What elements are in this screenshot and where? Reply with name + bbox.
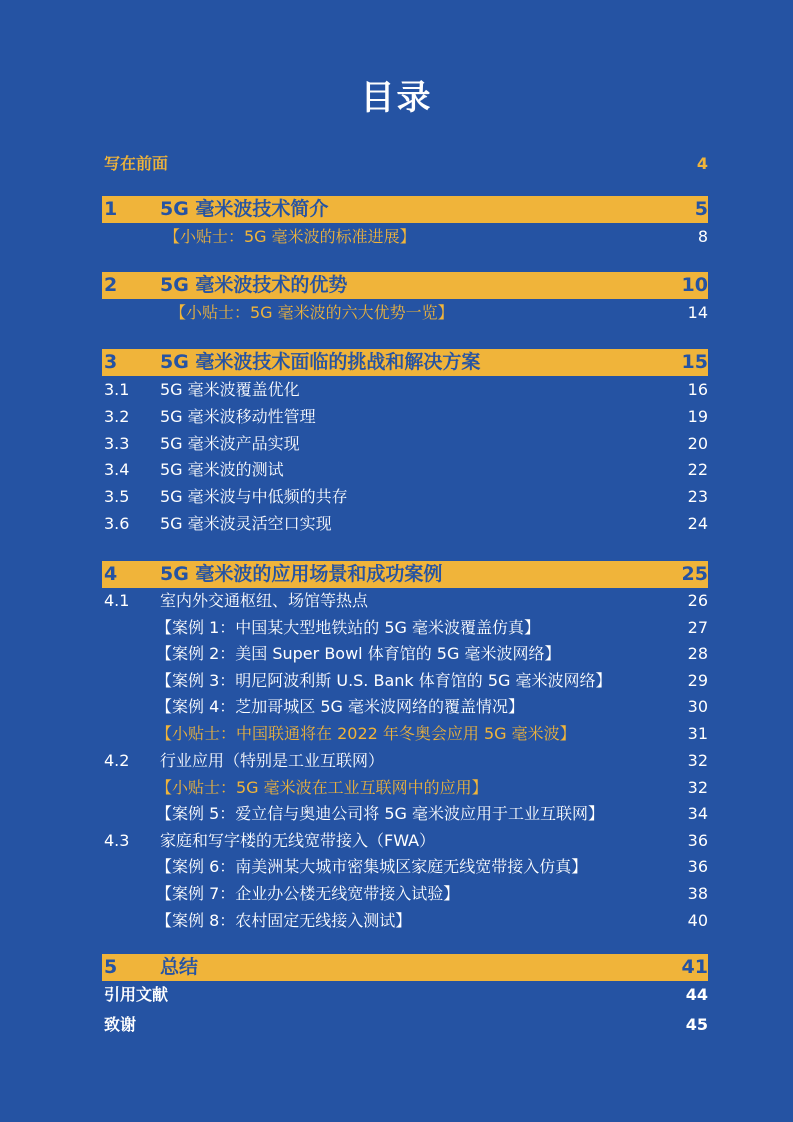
toc-page: 22 — [687, 460, 708, 479]
toc-chapter-4[interactable] — [102, 561, 708, 588]
toc-entry[interactable] — [102, 485, 708, 509]
toc-tip[interactable] — [102, 722, 708, 746]
toc-page: 40 — [687, 911, 708, 930]
toc-label: 【案例 5：爱立信与奥迪公司将 5G 毫米波应用于工业互联网】 — [156, 804, 605, 823]
toc-page: 5 — [694, 198, 708, 220]
toc-page: 31 — [687, 724, 708, 743]
toc-label: 行业应用（特别是工业互联网） — [160, 751, 385, 770]
toc-label: 5G 毫米波产品实现 — [160, 434, 300, 453]
toc-page: 32 — [687, 778, 708, 797]
toc-chapter-5[interactable] — [102, 954, 708, 981]
toc-entry[interactable] — [102, 458, 708, 482]
toc-num: 3.1 — [104, 380, 130, 399]
toc-page: 26 — [687, 591, 708, 610]
toc-label: 写在前面 — [104, 154, 169, 173]
toc-case[interactable] — [102, 909, 708, 933]
toc-num: 3 — [104, 351, 118, 373]
toc-label: 致谢 — [104, 1015, 137, 1034]
toc-page: 15 — [681, 351, 708, 373]
toc-page: 41 — [681, 956, 708, 978]
toc-page: 45 — [685, 1015, 708, 1034]
toc-page: 10 — [681, 274, 708, 296]
toc-case[interactable] — [102, 669, 708, 693]
toc-page: 30 — [687, 697, 708, 716]
toc-page: 23 — [687, 487, 708, 506]
toc-num: 1 — [104, 198, 118, 220]
toc-label: 【案例 2：美国 Super Bowl 体育馆的 5G 毫米波网络】 — [156, 644, 561, 663]
toc-page: 28 — [687, 644, 708, 663]
toc-label: 【案例 6：南美洲某大城市密集城区家庭无线宽带接入仿真】 — [156, 857, 588, 876]
toc-label: 5G 毫米波技术面临的挑战和解决方案 — [160, 351, 481, 373]
toc-case[interactable] — [102, 616, 708, 640]
toc-page: 24 — [687, 514, 708, 533]
toc-label: 【小贴士：5G 毫米波的标准进展】 — [164, 227, 416, 246]
toc-page: 8 — [697, 227, 708, 246]
toc-entry-acknowledgements[interactable] — [102, 1013, 708, 1037]
toc-page: 19 — [687, 407, 708, 426]
toc-entry[interactable] — [102, 378, 708, 402]
toc-label: 5G 毫米波的测试 — [160, 460, 284, 479]
toc-label: 家庭和写字楼的无线宽带接入（FWA） — [160, 831, 436, 850]
toc-page: 20 — [687, 434, 708, 453]
toc-tip[interactable] — [102, 301, 708, 325]
toc-label: 引用文献 — [104, 985, 169, 1004]
toc-label: 总结 — [160, 956, 199, 978]
toc-page: 4 — [696, 154, 708, 173]
toc-tip[interactable] — [102, 776, 708, 800]
toc-num: 4 — [104, 563, 118, 585]
toc-entry[interactable] — [102, 829, 708, 853]
toc-num: 4.2 — [104, 751, 130, 770]
toc-entry[interactable] — [102, 432, 708, 456]
toc-label: 5G 毫米波覆盖优化 — [160, 380, 300, 399]
toc-page: 36 — [687, 831, 708, 850]
toc-label: 【案例 3：明尼阿波利斯 U.S. Bank 体育馆的 5G 毫米波网络】 — [156, 671, 612, 690]
toc-num: 3.2 — [104, 407, 130, 426]
toc-label: 5G 毫米波灵活空口实现 — [160, 514, 332, 533]
toc-label: 【小贴士：中国联通将在 2022 年冬奥会应用 5G 毫米波】 — [156, 724, 576, 743]
toc-page: 29 — [687, 671, 708, 690]
toc-page: 38 — [687, 884, 708, 903]
toc-page: 34 — [687, 804, 708, 823]
toc-label: 【案例 8：农村固定无线接入测试】 — [156, 911, 412, 930]
toc-page: 25 — [681, 563, 708, 585]
toc-entry[interactable] — [102, 512, 708, 536]
toc-label: 室内外交通枢纽、场馆等热点 — [160, 591, 369, 610]
toc-entry[interactable] — [102, 749, 708, 773]
toc-chapter-1[interactable] — [102, 196, 708, 223]
toc-case[interactable] — [102, 642, 708, 666]
toc-num: 3.5 — [104, 487, 130, 506]
toc-page: 32 — [687, 751, 708, 770]
toc-label: 5G 毫米波的应用场景和成功案例 — [160, 563, 443, 585]
toc-num: 4.1 — [104, 591, 130, 610]
toc-entry-references[interactable] — [102, 983, 708, 1007]
toc-label: 【小贴士：5G 毫米波在工业互联网中的应用】 — [156, 778, 488, 797]
toc-entry-preface[interactable] — [102, 152, 708, 176]
toc-label: 5G 毫米波技术简介 — [160, 198, 329, 220]
toc-case[interactable] — [102, 802, 708, 826]
toc-entry[interactable] — [102, 589, 708, 613]
toc-page: 44 — [685, 985, 708, 1004]
toc-page: 36 — [687, 857, 708, 876]
toc-label: 【案例 4：芝加哥城区 5G 毫米波网络的覆盖情况】 — [156, 697, 525, 716]
toc-num: 3.4 — [104, 460, 130, 479]
toc-page: 14 — [687, 303, 708, 322]
toc-label: 【案例 7：企业办公楼无线宽带接入试验】 — [156, 884, 460, 903]
toc-chapter-3[interactable] — [102, 349, 708, 376]
toc-num: 3.3 — [104, 434, 130, 453]
toc-label: 【小贴士：5G 毫米波的六大优势一览】 — [170, 303, 454, 322]
toc-num: 2 — [104, 274, 118, 296]
toc-label: 【案例 1：中国某大型地铁站的 5G 毫米波覆盖仿真】 — [156, 618, 541, 637]
toc-label: 5G 毫米波移动性管理 — [160, 407, 316, 426]
toc-case[interactable] — [102, 695, 708, 719]
toc-chapter-2[interactable] — [102, 272, 708, 299]
toc-case[interactable] — [102, 882, 708, 906]
toc-entry[interactable] — [102, 405, 708, 429]
toc-page: 27 — [687, 618, 708, 637]
toc-label: 5G 毫米波技术的优势 — [160, 274, 348, 296]
toc-label: 5G 毫米波与中低频的共存 — [160, 487, 348, 506]
toc-num: 4.3 — [104, 831, 130, 850]
toc-tip[interactable] — [102, 225, 708, 249]
toc-num: 5 — [104, 956, 118, 978]
toc-num: 3.6 — [104, 514, 130, 533]
toc-case[interactable] — [102, 855, 708, 879]
toc-page: 16 — [687, 380, 708, 399]
page-title: 目录 — [360, 78, 433, 118]
